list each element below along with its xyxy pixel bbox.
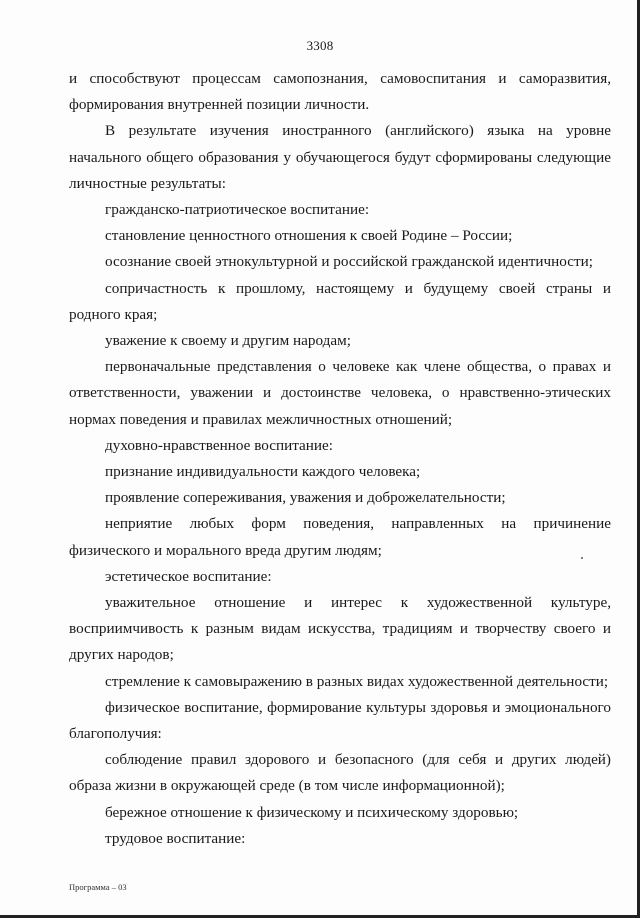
footer-label: Программа – 03 xyxy=(69,882,127,892)
section-heading-moral: духовно-нравственное воспитание: xyxy=(105,436,334,454)
section-heading-labor: трудовое воспитание: xyxy=(105,829,246,847)
list-item: проявление сопереживания, уважения и доброжелательности; xyxy=(105,489,506,507)
section-heading-aesthetic: эстетическое воспитание: xyxy=(105,567,272,585)
list-item: становление ценностного отношения к своей Родине – России; xyxy=(105,227,513,245)
list-item: осознание своей этнокультурной и российской гражданской идентичности; xyxy=(105,253,593,271)
paragraph-1: и способствуют процессам самопознания, самовоспитания и саморазвития, формирования внутренней позиции личности. xyxy=(69,70,611,114)
list-item: бережное отношение к физическому и психическому здоровью; xyxy=(105,803,519,821)
list-item: уважительное отношение и интерес к художественной культуре, восприимчивость к разным видам искусства, традициям и творчеству своего и других народов; xyxy=(69,594,611,664)
list-item: соблюдение правил здорового и безопасного (для себя и других людей) образа жизни в окружающей среде (в том числе информационной); xyxy=(69,751,611,795)
list-item: первоначальные представления о человеке как члене общества, о правах и ответственности, уважении и достоинстве человека, о нравственно-этических нормах поведения и правилах межличностных отношений; xyxy=(69,358,611,428)
body-text xyxy=(69,66,611,852)
list-item: уважение к своему и другим народам; xyxy=(105,332,351,350)
section-heading-physical: физическое воспитание, формирование культуры здоровья и эмоционального благополучия: xyxy=(69,698,611,743)
paragraph-2: В результате изучения иностранного (английского) языка на уровне начального общего образования у обучающегося будут сформированы следующие личностные результаты: xyxy=(69,122,611,192)
page-number: 3308 xyxy=(306,38,334,53)
list-item: неприятие любых форм поведения, направленных на причинение физического и морального вреда другим людям; xyxy=(69,515,611,559)
section-heading-civic: гражданско-патриотическое воспитание: xyxy=(105,201,370,219)
list-item: признание индивидуальности каждого человека; xyxy=(105,463,421,481)
list-item: сопричастность к прошлому, настоящему и будущему своей страны и родного края; xyxy=(69,279,611,323)
list-item: стремление к самовыражению в разных видах художественной деятельности; xyxy=(105,672,609,690)
